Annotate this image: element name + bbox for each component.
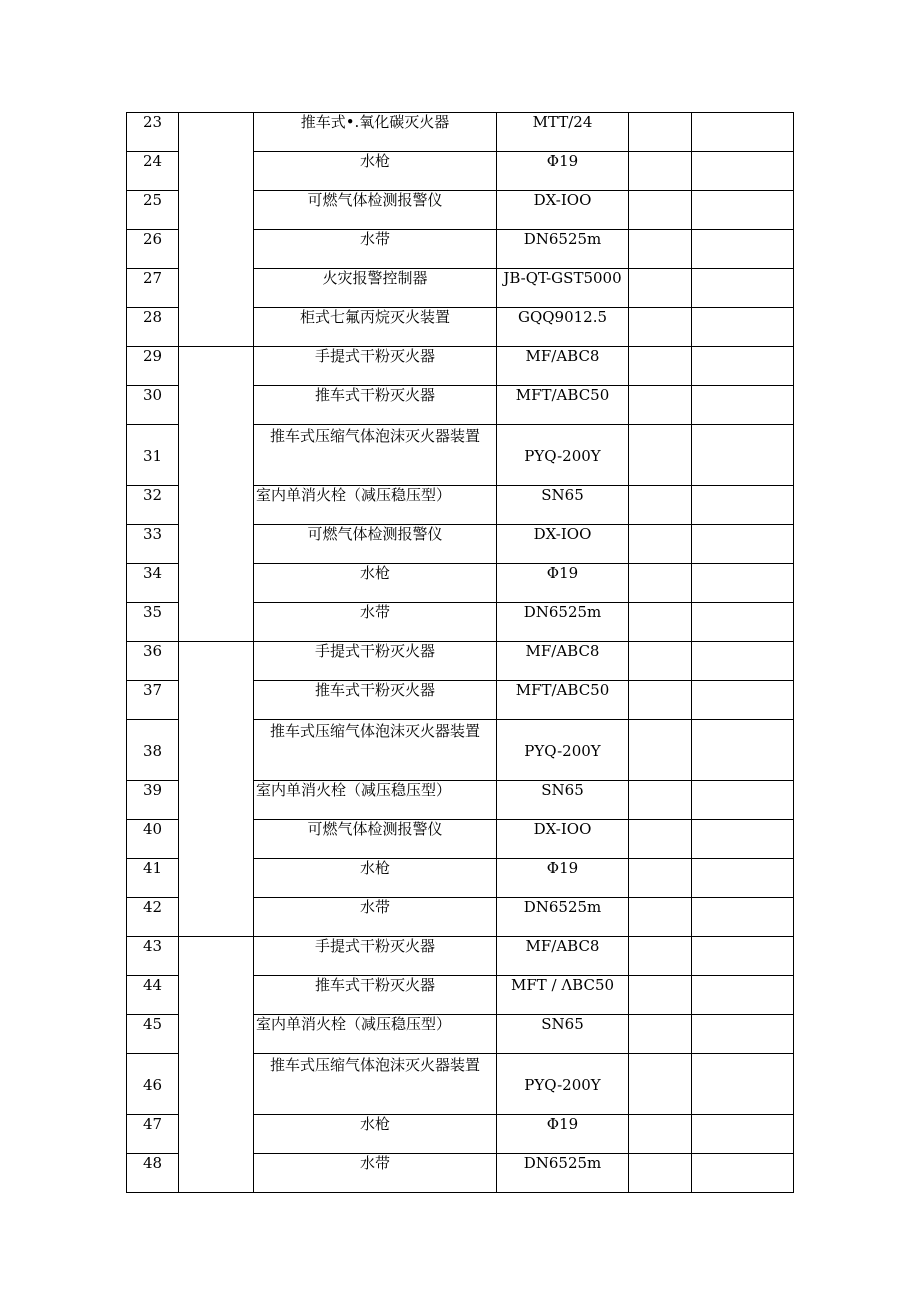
remark-cell [692, 976, 794, 1015]
equipment-model: Φ19 [497, 564, 629, 603]
quantity-cell [629, 386, 692, 425]
group-cell [179, 113, 254, 347]
equipment-model: PYQ-200Y [497, 425, 629, 486]
quantity-cell [629, 781, 692, 820]
equipment-model: DN6525m [497, 898, 629, 937]
quantity-cell [629, 230, 692, 269]
row-number: 40 [127, 820, 179, 859]
table-row [127, 937, 794, 976]
equipment-model: GQQ9012.5 [497, 308, 629, 347]
group-cell [179, 347, 254, 642]
quantity-cell [629, 603, 692, 642]
equipment-model: MTT/24 [497, 113, 629, 152]
row-number: 24 [127, 152, 179, 191]
row-number: 42 [127, 898, 179, 937]
row-number: 47 [127, 1115, 179, 1154]
remark-cell [692, 525, 794, 564]
equipment-name: 推车式压缩气体泡沫灭火器装置 [254, 425, 497, 486]
remark-cell [692, 1115, 794, 1154]
row-number: 34 [127, 564, 179, 603]
remark-cell [692, 347, 794, 386]
remark-cell [692, 152, 794, 191]
row-number: 27 [127, 269, 179, 308]
remark-cell [692, 191, 794, 230]
quantity-cell [629, 1115, 692, 1154]
remark-cell [692, 564, 794, 603]
row-number: 39 [127, 781, 179, 820]
equipment-model: MF/ABC8 [497, 347, 629, 386]
equipment-name: 水枪 [254, 564, 497, 603]
group-cell [179, 937, 254, 1193]
row-number: 37 [127, 681, 179, 720]
equipment-name: 手提式干粉灭火器 [254, 347, 497, 386]
group-cell [179, 642, 254, 937]
equipment-model: JB-QT-GST5000 [497, 269, 629, 308]
quantity-cell [629, 976, 692, 1015]
remark-cell [692, 681, 794, 720]
row-number: 48 [127, 1154, 179, 1193]
remark-cell [692, 308, 794, 347]
remark-cell [692, 1054, 794, 1115]
equipment-name: 推车式干粉灭火器 [254, 976, 497, 1015]
quantity-cell [629, 486, 692, 525]
row-number: 46 [127, 1054, 179, 1115]
equipment-name: 手提式干粉灭火器 [254, 937, 497, 976]
quantity-cell [629, 1015, 692, 1054]
quantity-cell [629, 859, 692, 898]
equipment-name: 推车式压缩气体泡沫灭火器装置 [254, 720, 497, 781]
row-number: 23 [127, 113, 179, 152]
table-row [127, 347, 794, 386]
row-number: 26 [127, 230, 179, 269]
equipment-name: 可燃气体检测报警仪 [254, 820, 497, 859]
equipment-model: MF/ABC8 [497, 937, 629, 976]
remark-cell [692, 781, 794, 820]
remark-cell [692, 113, 794, 152]
remark-cell [692, 642, 794, 681]
remark-cell [692, 269, 794, 308]
row-number: 33 [127, 525, 179, 564]
quantity-cell [629, 191, 692, 230]
equipment-name: 水枪 [254, 152, 497, 191]
equipment-model: MFT/ABC50 [497, 386, 629, 425]
row-number: 44 [127, 976, 179, 1015]
equipment-name: 推车式干粉灭火器 [254, 681, 497, 720]
quantity-cell [629, 898, 692, 937]
equipment-model: SN65 [497, 1015, 629, 1054]
equipment-name: 水枪 [254, 859, 497, 898]
row-number: 35 [127, 603, 179, 642]
row-number: 41 [127, 859, 179, 898]
remark-cell [692, 859, 794, 898]
remark-cell [692, 603, 794, 642]
quantity-cell [629, 681, 692, 720]
equipment-model: Φ19 [497, 152, 629, 191]
equipment-model: DX-IOO [497, 525, 629, 564]
row-number: 25 [127, 191, 179, 230]
equipment-model: PYQ-200Y [497, 720, 629, 781]
equipment-name: 柜式七氟丙烷灭火装置 [254, 308, 497, 347]
equipment-model: MFT / ΛBC50 [497, 976, 629, 1015]
remark-cell [692, 1015, 794, 1054]
row-number: 32 [127, 486, 179, 525]
quantity-cell [629, 113, 692, 152]
remark-cell [692, 1154, 794, 1193]
quantity-cell [629, 1054, 692, 1115]
remark-cell [692, 937, 794, 976]
equipment-name: 水带 [254, 1154, 497, 1193]
equipment-name: 推车式压缩气体泡沫灭火器装置 [254, 1054, 497, 1115]
equipment-name: 室内单消火栓（减压稳压型） [254, 486, 497, 525]
quantity-cell [629, 937, 692, 976]
quantity-cell [629, 820, 692, 859]
equipment-model: Φ19 [497, 859, 629, 898]
remark-cell [692, 230, 794, 269]
equipment-model: PYQ-200Y [497, 1054, 629, 1115]
quantity-cell [629, 269, 692, 308]
remark-cell [692, 425, 794, 486]
quantity-cell [629, 642, 692, 681]
quantity-cell [629, 564, 692, 603]
equipment-model: Φ19 [497, 1115, 629, 1154]
quantity-cell [629, 525, 692, 564]
equipment-name: 推车式干粉灭火器 [254, 386, 497, 425]
quantity-cell [629, 308, 692, 347]
equipment-model: MF/ABC8 [497, 642, 629, 681]
equipment-model: MFT/ABC50 [497, 681, 629, 720]
equipment-name: 室内单消火栓（减压稳压型） [254, 1015, 497, 1054]
remark-cell [692, 486, 794, 525]
equipment-name: 水带 [254, 603, 497, 642]
row-number: 36 [127, 642, 179, 681]
table-row [127, 113, 794, 152]
row-number: 31 [127, 425, 179, 486]
equipment-model: SN65 [497, 781, 629, 820]
row-number: 38 [127, 720, 179, 781]
equipment-model: DN6525m [497, 603, 629, 642]
equipment-name: 推车式•.氧化碳灭火器 [254, 113, 497, 152]
row-number: 45 [127, 1015, 179, 1054]
remark-cell [692, 820, 794, 859]
equipment-name: 手提式干粉灭火器 [254, 642, 497, 681]
table-row [127, 642, 794, 681]
quantity-cell [629, 152, 692, 191]
equipment-name: 可燃气体检测报警仪 [254, 191, 497, 230]
row-number: 28 [127, 308, 179, 347]
equipment-name: 室内单消火栓（减压稳压型） [254, 781, 497, 820]
quantity-cell [629, 720, 692, 781]
equipment-name: 火灾报警控制器 [254, 269, 497, 308]
row-number: 30 [127, 386, 179, 425]
equipment-model: DX-IOO [497, 191, 629, 230]
row-number: 29 [127, 347, 179, 386]
quantity-cell [629, 1154, 692, 1193]
remark-cell [692, 898, 794, 937]
equipment-model: SN65 [497, 486, 629, 525]
quantity-cell [629, 347, 692, 386]
equipment-name: 可燃气体检测报警仪 [254, 525, 497, 564]
equipment-model: DN6525m [497, 1154, 629, 1193]
equipment-name: 水带 [254, 230, 497, 269]
equipment-model: DN6525m [497, 230, 629, 269]
remark-cell [692, 720, 794, 781]
equipment-table [126, 112, 794, 1193]
equipment-model: DX-IOO [497, 820, 629, 859]
equipment-name: 水带 [254, 898, 497, 937]
remark-cell [692, 386, 794, 425]
row-number: 43 [127, 937, 179, 976]
quantity-cell [629, 425, 692, 486]
equipment-table-body [127, 113, 794, 1193]
equipment-name: 水枪 [254, 1115, 497, 1154]
